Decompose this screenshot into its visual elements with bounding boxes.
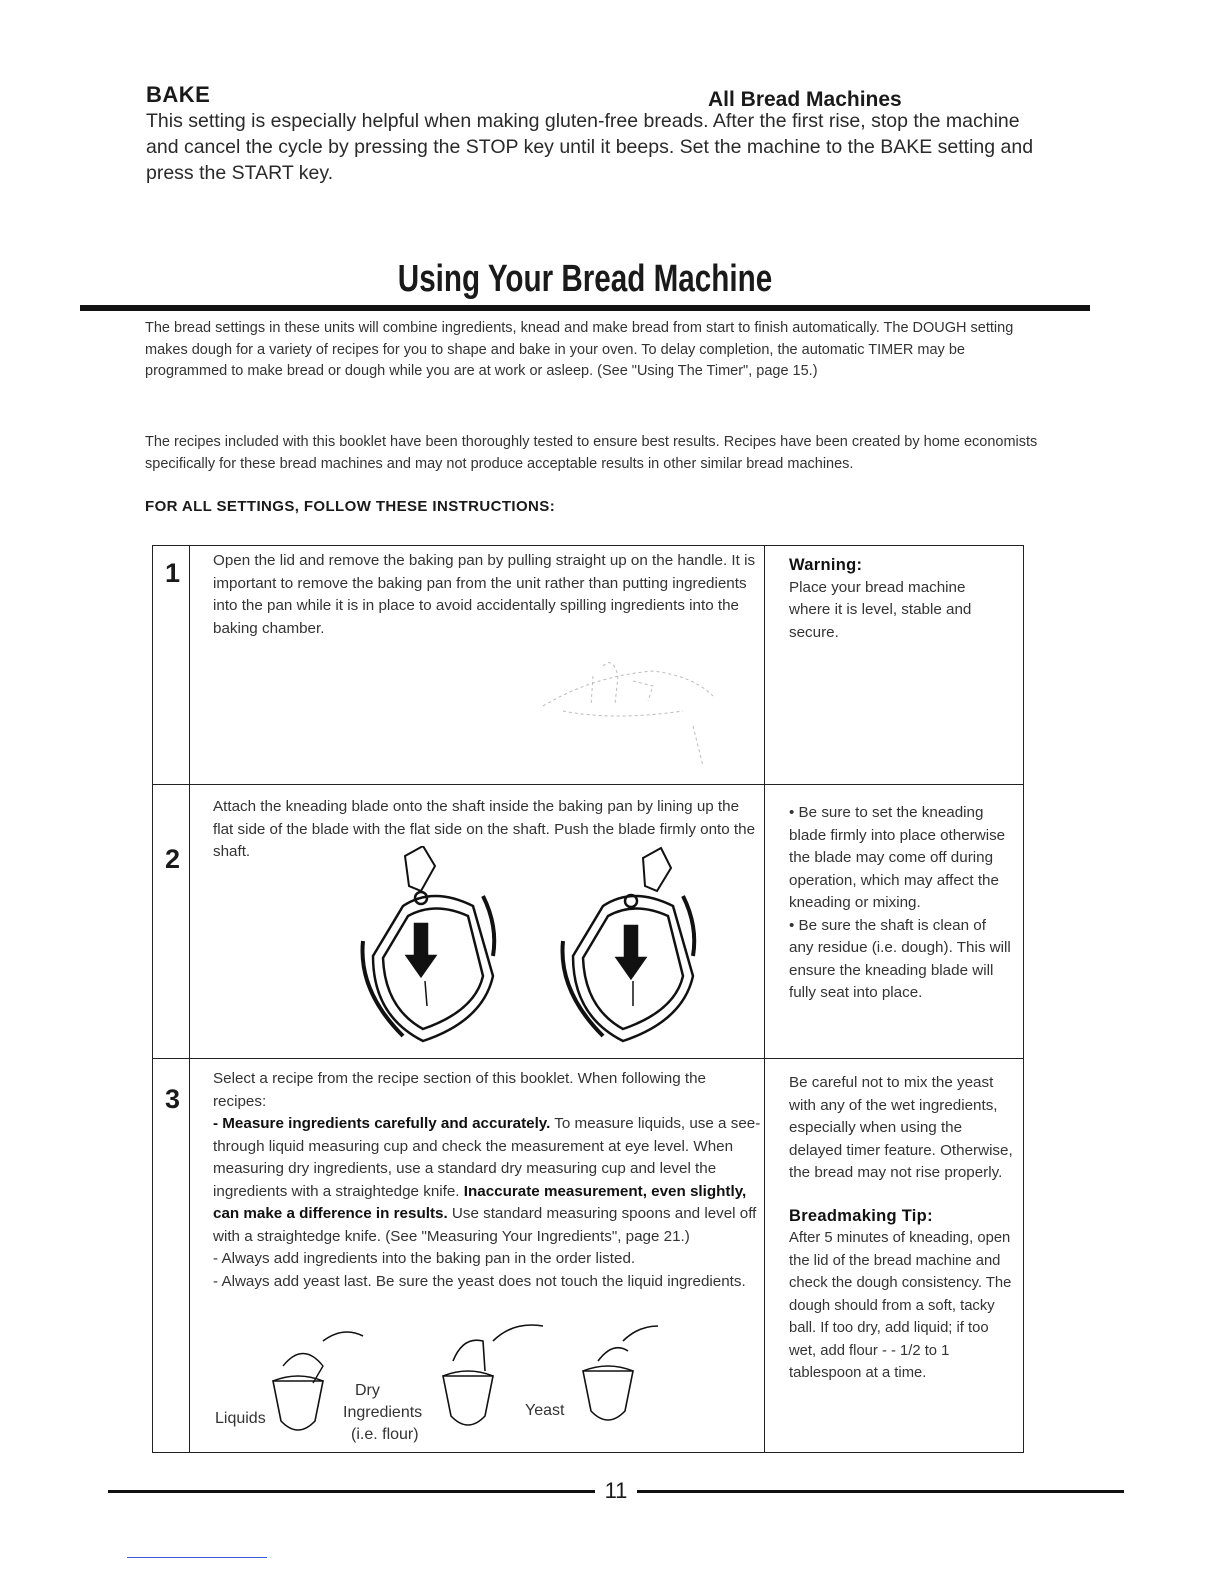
bake-subheading: All Bread Machines — [708, 88, 902, 111]
step3-intro: Select a recipe from the recipe section of this booklet. When following the recipes: — [213, 1070, 707, 1110]
dry-caption-ingredients: Ingredients — [343, 1404, 423, 1421]
bold-text: - Measure ingredients carefully and accurately. — [213, 1115, 551, 1132]
tip-text: After 5 minutes of kneading, open the lid of the bread machine and check the dough consistency. The dough should from a soft, tacky ball. If too dry, add liquid; if too wet, add flour - - 1/2 to 1 tablespoon at a time. — [789, 1230, 1012, 1381]
step3-bullet-order: - Always add ingredients into the baking pan in the order listed. — [213, 1250, 636, 1267]
intro-paragraph-2: The recipes included with this booklet have been thoroughly tested to ensure best results. Recipes have been created by home economists specifically for these bread machines and may not produce acceptable results in other similar bread machines. — [145, 434, 1038, 472]
body-text: Use standard measuring spoons and level off with a straightedge knife. (See "Measuring Your Ingredients", page 21.) — [213, 1205, 757, 1245]
table-divider — [153, 784, 1023, 785]
adding-ingredients-illustration — [253, 1321, 663, 1446]
note-item: • Be sure to set the kneading blade firmly into place otherwise the blade may come off during operation, which may affect the kneading or mixing. — [789, 804, 1006, 911]
kneading-notes — [789, 802, 1011, 1005]
bold-text: Inaccurate measurement, even slightly, can make a difference in results. — [213, 1182, 747, 1222]
warning-box — [789, 554, 1009, 644]
title-rule — [80, 305, 1090, 311]
yeast-warning-text: Be careful not to mix the yeast with any of the wet ingredients, especially when using the delayed timer feature. Otherwise, the bread may not rise properly. — [789, 1074, 1013, 1181]
steps-table — [152, 545, 1024, 1453]
step-text: Open the lid and remove the baking pan by pulling straight up on the handle. It is important to remove the baking pan from the unit rather than putting ingredients into the pan while it is in place to avoid accidentally spilling ingredients into the baking chamber. — [213, 552, 756, 637]
footer-rule — [108, 1490, 595, 1493]
yeast-caption: Yeast — [525, 1402, 565, 1419]
step-number: 2 — [165, 844, 181, 874]
step3-bullet-yeast: - Always add yeast last. Be sure the yeast does not touch the liquid ingredients. — [213, 1272, 746, 1290]
step3-bullet-measure — [213, 1113, 761, 1248]
table-divider — [153, 1058, 1023, 1059]
intro-paragraph-1: The bread settings in these units will combine ingredients, knead and make bread from start to finish automatically. The DOUGH setting makes dough for a variety of recipes for you to shape and bake in your oven. To delay completion, the automatic TIMER may be programmed to make bread or dough while you are at work or asleep. (See "Using The Timer", page 15.) — [145, 320, 1014, 379]
body-text: To measure liquids, use a see-through liquid measuring cup and check the measurement at eye level. When measuring dry ingredients, use a standard dry measuring cup and level the ingredients with a straightedge knife. — [213, 1115, 761, 1200]
table-divider — [189, 546, 190, 1452]
kneading-blade-illustration — [343, 846, 723, 1056]
footer-rule — [637, 1490, 1124, 1493]
warning-title: Warning: — [789, 556, 863, 574]
bake-heading: BAKE — [146, 82, 211, 107]
tip-title: Breadmaking Tip: — [789, 1206, 933, 1225]
step-number: 3 — [165, 1084, 181, 1114]
page-number: 11 — [604, 1478, 628, 1503]
bottom-rule — [127, 1557, 267, 1558]
instructions-heading: FOR ALL SETTINGS, FOLLOW THESE INSTRUCTIONS: — [145, 498, 556, 515]
table-divider — [764, 546, 765, 1452]
note-item: • Be sure the shaft is clean of any residue (i.e. dough). This will ensure the kneading blade will fully seat into place. — [789, 916, 1011, 1001]
step-text — [213, 1068, 761, 1293]
warning-text: Place your bread machine where it is level, stable and secure. — [789, 578, 972, 641]
step-text: Attach the kneading blade onto the shaft inside the baking pan by lining up the flat side of the blade with the flat side on the shaft. Push the blade firmly onto the shaft. — [213, 798, 756, 860]
lid-illustration — [533, 646, 733, 776]
step3-side-notes — [789, 1072, 1019, 1385]
page-title: Using Your Bread Machine — [397, 258, 773, 300]
bake-body: This setting is especially helpful when making gluten-free breads. After the first rise, stop the machine and cancel the cycle by pressing the STOP key until it beeps. Set the machine to the BAKE setting and press the START key. — [146, 110, 1034, 184]
step-number: 1 — [165, 558, 181, 588]
dry-caption: Dry — [355, 1382, 380, 1399]
dry-caption-flour: (i.e. flour) — [351, 1426, 419, 1443]
liquids-caption: Liquids — [215, 1410, 266, 1427]
